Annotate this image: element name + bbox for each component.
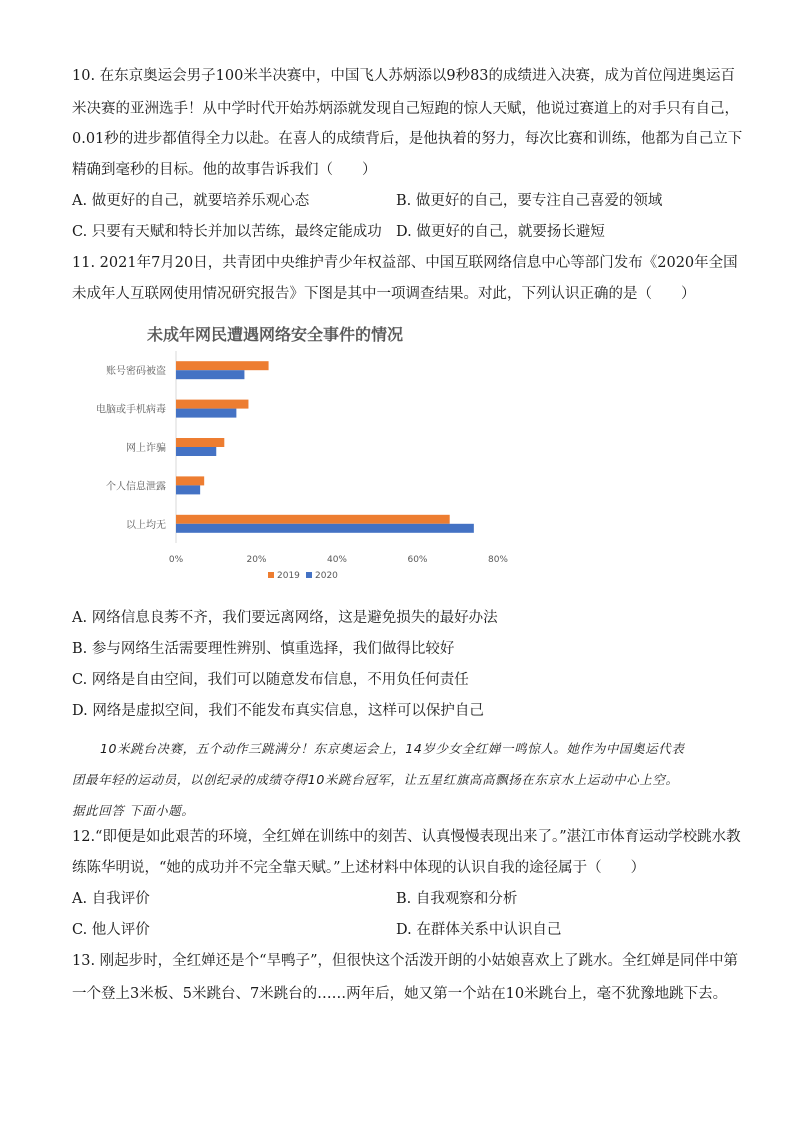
passage-line-2: 团最年轻的运动员，以创纪录的成绩夺得10米跳台冠军，让五星红旗高高飘扬在东京水上运动中心上空。 [72,772,679,787]
q10-stem-line-1: 10. 在东京奥运会男子100米半决赛中，中国飞人苏炳添以9秒83的成绩进入决赛，成为首位闯进奥运百 [72,68,736,84]
x-tick-label: 80% [487,555,509,565]
x-tick-label: 0% [168,555,184,565]
q10-option-a[interactable]: A. 做更好的自己，就要培养乐观心态 [72,193,310,209]
bar-2019-5 [176,515,450,524]
q10-option-c[interactable]: C. 只要有天赋和特长并加以苦练，最终定能成功 [72,224,382,240]
x-tick-label: 60% [407,555,428,565]
q12-option-a[interactable]: A. 自我评价 [72,891,150,907]
bar-2020-2 [176,409,236,418]
bar-2020-4 [176,485,200,494]
q10-option-d[interactable]: D. 做更好的自己，就要扬长避短 [396,224,605,240]
legend-swatch-2019 [268,572,274,578]
q10-stem-line-2: 米决赛的亚洲选手！从中学时代开始苏炳添就发现自己短跑的惊人天赋，他说过赛道上的对手只有自己， [72,101,739,117]
passage-line-3: 据此回答 下面小题。 [72,803,195,818]
security-incidents-bar-chart [72,318,522,593]
chart-title: 未成年网民遭遇网络安全事件的情况 [146,325,404,344]
bar-2020-3 [176,447,216,456]
chart-plot-area [96,351,508,581]
q11-stem-line-2: 未成年人互联网使用情况研究报告》下图是其中一项调查结果。对此，下列认识正确的是（ ） [72,286,696,302]
q11-option-c[interactable]: C. 网络是自由空间，我们可以随意发布信息，不用负任何责任 [72,672,469,688]
q10-stem-line-4: 精确到毫秒的目标。他的故事告诉我们（ ） [72,162,377,178]
q10-stem-line-3: 0.01秒的进步都值得全力以赴。在喜人的成绩背后，是他执着的努力，每次比赛和训练，他都为自己立下 [72,131,743,147]
passage-line-1 [72,733,732,764]
q12-option-c[interactable]: C. 他人评价 [72,922,150,938]
legend-label-2020: 2020 [315,571,338,581]
x-tick-label: 20% [246,555,267,565]
x-tick-label: 40% [326,555,348,565]
bar-2019-4 [176,476,204,485]
q12-option-b[interactable]: B. 自我观察和分析 [396,891,518,907]
q13-stem-line-2: 一个登上3米板、5米跳台、7米跳台的……两年后，她又第一个站在10米跳台上，毫不犹豫地跳下去。 [72,986,728,1002]
q11-option-d[interactable]: D. 网络是虚拟空间，我们不能发布真实信息，这样可以保护自己 [72,703,484,719]
passage-text-1: 10米跳台决赛，五个动作三跳满分！东京奥运会上，14岁少女全红婵一鸣惊人。她作为中国奥运代表 [100,741,685,756]
category-label: 账号密码被盗 [106,366,166,378]
q12-option-d[interactable]: D. 在群体关系中认识自己 [396,922,562,938]
bar-2019-1 [176,361,269,370]
bar-2020-5 [176,524,474,533]
legend-swatch-2020 [306,572,312,578]
q11-stem-line-1: 11. 2021年7月20日，共青团中央维护青少年权益部、中国互联网络信息中心等部门发布《2020年全国 [72,255,738,271]
category-label: 以上均无 [126,519,166,531]
bar-2020-1 [176,370,244,379]
bar-2019-3 [176,438,224,447]
q12-stem-line-2: 练陈华明说，“她的成功并不完全靠天赋。”上述材料中体现的认识自我的途径属于（ ） [72,860,646,876]
category-label: 电脑或手机病毒 [96,404,166,416]
q12-stem-line-1: 12.“即便是如此艰苦的环境，全红婵在训练中的刻苦、认真慢慢表现出来了。”湛江市体育运动学校跳水教 [72,829,741,845]
q10-option-b[interactable]: B. 做更好的自己，要专注自己喜爱的领域 [396,193,663,209]
q11-option-b[interactable]: B. 参与网络生活需要理性辨别、慎重选择，我们做得比较好 [72,641,455,657]
q13-stem-line-1: 13. 刚起步时，全红婵还是个“旱鸭子”，但很快这个活泼开朗的小姑娘喜欢上了跳水。全红婵是同伴中第 [72,953,738,969]
legend-label-2019: 2019 [277,571,300,581]
q11-option-a[interactable]: A. 网络信息良莠不齐，我们要远离网络，这是避免损失的最好办法 [72,610,498,626]
bar-2019-2 [176,400,248,409]
category-label: 网上诈骗 [126,443,166,454]
category-label: 个人信息泄露 [106,481,166,493]
